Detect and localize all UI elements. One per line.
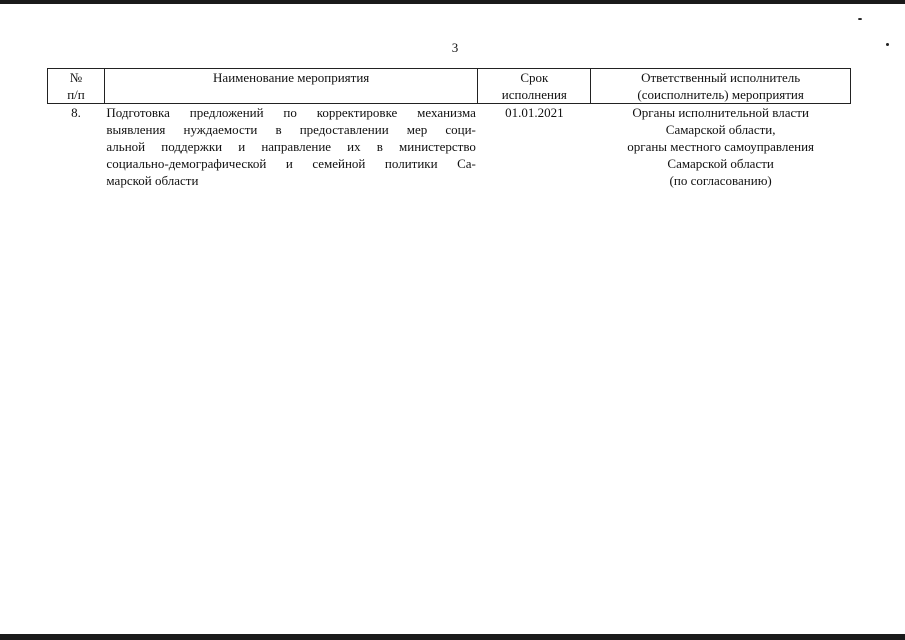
- row-responsible-line: (по согласованию): [669, 173, 772, 188]
- row-name-line: марской области: [106, 173, 199, 188]
- row-responsible-line: Самарской области: [667, 156, 774, 171]
- scan-speck: [858, 18, 862, 20]
- page-number: 3: [451, 40, 459, 55]
- row-name-line: альной поддержки и направление их в министерство: [106, 139, 476, 154]
- row-name: [104, 104, 477, 190]
- row-responsible-line: Самарской области,: [665, 122, 776, 137]
- measures-table: [47, 68, 851, 189]
- header-responsible-line: Ответственный исполнитель: [641, 70, 801, 85]
- header-responsible-line: (соисполнитель) мероприятия: [637, 87, 804, 102]
- header-name-line: Наименование мероприятия: [213, 70, 370, 85]
- row-name-line: Подготовка предложений по корректировке механизма: [106, 105, 476, 120]
- row-responsible: [591, 104, 851, 190]
- row-name-line: социально-демографической и семейной политики Са-: [106, 156, 476, 171]
- header-name: [104, 69, 477, 104]
- table-header-row: [48, 69, 851, 104]
- scan-edge-bottom: [0, 634, 905, 640]
- header-term-line: исполнения: [501, 87, 567, 102]
- scan-speck: [886, 43, 889, 46]
- row-responsible-line: органы местного самоуправления: [627, 139, 815, 154]
- row-responsible-line: Органы исполнительной власти: [632, 105, 809, 120]
- header-number-line: №: [69, 70, 83, 85]
- table-row: [48, 104, 851, 190]
- header-responsible: [591, 69, 851, 104]
- header-term: [478, 69, 591, 104]
- header-term-line: Срок: [520, 70, 549, 85]
- row-number: 8.: [71, 105, 81, 120]
- row-term: 01.01.2021: [505, 105, 564, 120]
- scan-edge-top: [0, 0, 905, 4]
- header-number: [48, 69, 105, 104]
- row-name-line: выявления нуждаемости в предоставлении мер соци-: [106, 122, 476, 137]
- header-number-line: п/п: [67, 87, 85, 102]
